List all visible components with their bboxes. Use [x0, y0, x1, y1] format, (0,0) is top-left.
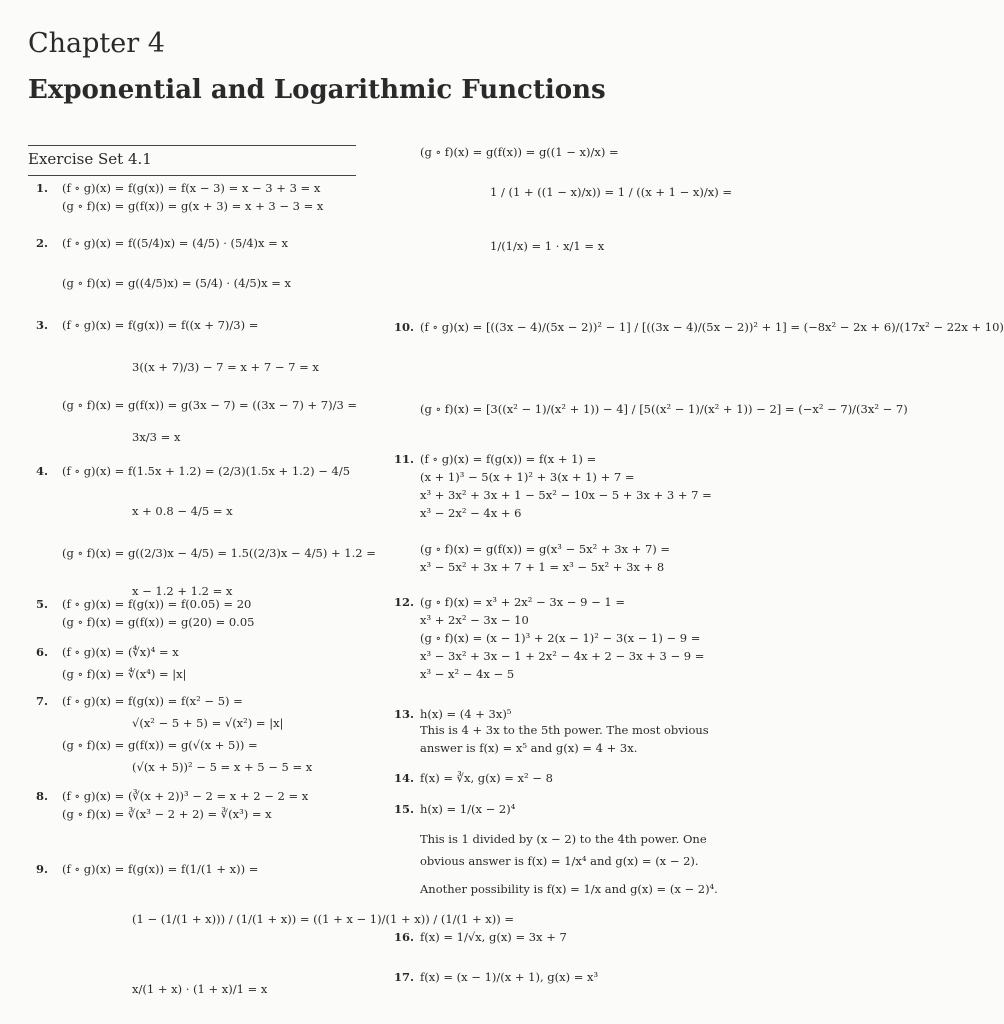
solution-line: (f ∘ g)(x) = f(g(x)) = f((x + 7)/3) = — [62, 318, 259, 332]
solution-line: (f ∘ g)(x) = [((3x − 4)/(5x − 2))² − 1] / [((3x − 4)/(5x − 2))² + 1] = (−8x² − 2x + 6)/(17x² − 22x + 10) — [420, 320, 1004, 334]
problem-number: 8. — [36, 789, 49, 803]
solution-line: answer is f(x) = x⁵ and g(x) = 4 + 3x. — [420, 741, 638, 755]
solution-line: (g ∘ f)(x) = g(f(x)) = g(x³ − 5x² + 3x + 7) = — [420, 542, 671, 556]
solution-line: (f ∘ g)(x) = (∜x)⁴ = x — [62, 645, 179, 659]
problem-number: 13. — [394, 707, 415, 721]
solution-line: (f ∘ g)(x) = f(g(x)) = f(x − 3) = x − 3 + 3 = x — [62, 181, 321, 195]
solution-line: f(x) = ∛x, g(x) = x² − 8 — [420, 771, 553, 785]
solution-line: (f ∘ g)(x) = f(g(x)) = f(0.05) = 20 — [62, 597, 252, 611]
chapter-heading: Chapter 4 — [28, 28, 165, 59]
solution-line: (g ∘ f)(x) = g(f(x)) = g((1 − x)/x) = — [420, 145, 619, 159]
problem-number: 9. — [36, 862, 49, 876]
solution-line: (g ∘ f)(x) = g((2/3)x − 4/5) = 1.5((2/3)x − 4/5) + 1.2 = — [62, 546, 376, 560]
solution-line: x − 1.2 + 1.2 = x — [132, 584, 233, 598]
solution-line: (1 − (1/(1 + x))) / (1/(1 + x)) = ((1 + x − 1)/(1 + x)) / (1/(1 + x)) = — [132, 912, 515, 926]
solution-line: x³ − x² − 4x − 5 — [420, 667, 515, 681]
solution-line: x³ − 2x² − 4x + 6 — [420, 506, 522, 520]
solution-line: (g ∘ f)(x) = g((4/5)x) = (5/4) · (4/5)x = x — [62, 276, 292, 290]
problem-number: 6. — [36, 645, 49, 659]
solution-line: h(x) = 1/(x − 2)⁴ — [420, 802, 516, 816]
problem-number: 14. — [394, 771, 415, 785]
problem-number: 7. — [36, 694, 49, 708]
solution-line: x³ + 2x² − 3x − 10 — [420, 613, 529, 627]
problem-number: 4. — [36, 464, 49, 478]
solution-line: This is 4 + 3x to the 5th power. The most obvious — [420, 723, 709, 737]
solution-line: (f ∘ g)(x) = f(1.5x + 1.2) = (2/3)(1.5x + 1.2) − 4/5 — [62, 464, 351, 478]
solution-line: (f ∘ g)(x) = f(g(x)) = f(x² − 5) = — [62, 694, 243, 708]
solution-line: (g ∘ f)(x) = g(f(x)) = g(√(x + 5)) = — [62, 738, 258, 752]
problem-number: 12. — [394, 595, 415, 609]
solution-line: obvious answer is f(x) = 1/x⁴ and g(x) = (x − 2). — [420, 854, 699, 868]
problem-number: 10. — [394, 320, 415, 334]
solution-line: h(x) = (4 + 3x)⁵ — [420, 707, 512, 721]
solution-line: (g ∘ f)(x) = ∛(x³ − 2 + 2) = ∛(x³) = x — [62, 807, 272, 821]
exercise-set-heading: Exercise Set 4.1 — [28, 150, 152, 168]
problem-number: 5. — [36, 597, 49, 611]
problem-number: 3. — [36, 318, 49, 332]
solution-line: This is 1 divided by (x − 2) to the 4th power. One — [420, 832, 707, 846]
solution-line: (f ∘ g)(x) = f(g(x)) = f(x + 1) = — [420, 452, 597, 466]
solution-line: (g ∘ f)(x) = g(f(x)) = g(x + 3) = x + 3 − 3 = x — [62, 199, 324, 213]
problem-number: 11. — [394, 452, 415, 466]
solution-line: 3((x + 7)/3) − 7 = x + 7 − 7 = x — [132, 360, 319, 374]
solution-line: √(x² − 5 + 5) = √(x²) = |x| — [132, 716, 284, 730]
solution-line: (g ∘ f)(x) = g(f(x)) = g(3x − 7) = ((3x − 7) + 7)/3 = — [62, 398, 358, 412]
solution-line: x/(1 + x) · (1 + x)/1 = x — [132, 982, 268, 996]
problem-number: 2. — [36, 236, 49, 250]
problem-number: 16. — [394, 930, 415, 944]
solution-line: (g ∘ f)(x) = (x − 1)³ + 2(x − 1)² − 3(x − 1) − 9 = — [420, 631, 701, 645]
solution-line: (f ∘ g)(x) = f(g(x)) = f(1/(1 + x)) = — [62, 862, 259, 876]
solution-line: (√(x + 5))² − 5 = x + 5 − 5 = x — [132, 760, 313, 774]
problem-number: 17. — [394, 970, 415, 984]
solution-line: 1 / (1 + ((1 − x)/x)) = 1 / ((x + 1 − x)/x) = — [490, 185, 733, 199]
solution-line: (g ∘ f)(x) = g(f(x)) = g(20) = 0.05 — [62, 615, 255, 629]
solution-line: Another possibility is f(x) = 1/x and g(x) = (x − 2)⁴. — [420, 882, 718, 896]
problem-number: 1. — [36, 181, 49, 195]
chapter-title: Exponential and Logarithmic Functions — [28, 75, 606, 105]
solution-line: (g ∘ f)(x) = ∜(x⁴) = |x| — [62, 667, 187, 681]
section-rule-top — [28, 145, 356, 146]
solution-line: (g ∘ f)(x) = [3((x² − 1)/(x² + 1)) − 4] / [5((x² − 1)/(x² + 1)) − 2] = (−x² − 7)/(3x² − 7) — [420, 402, 908, 416]
problem-number: 15. — [394, 802, 415, 816]
solution-line: x³ + 3x² + 3x + 1 − 5x² − 10x − 5 + 3x + 3 + 7 = — [420, 488, 712, 502]
solution-line: x + 0.8 − 4/5 = x — [132, 504, 233, 518]
solution-line: x³ − 5x² + 3x + 7 + 1 = x³ − 5x² + 3x + 8 — [420, 560, 665, 574]
section-rule-bottom — [28, 175, 356, 176]
solution-line: (g ∘ f)(x) = x³ + 2x² − 3x − 9 − 1 = — [420, 595, 625, 609]
solution-line: x³ − 3x² + 3x − 1 + 2x² − 4x + 2 − 3x + 3 − 9 = — [420, 649, 705, 663]
solution-line: f(x) = (x − 1)/(x + 1), g(x) = x³ — [420, 970, 599, 984]
solution-line: (x + 1)³ − 5(x + 1)² + 3(x + 1) + 7 = — [420, 470, 635, 484]
solution-line: 1/(1/x) = 1 · x/1 = x — [490, 239, 605, 253]
solution-line: (f ∘ g)(x) = f((5/4)x) = (4/5) · (5/4)x = x — [62, 236, 288, 250]
solution-line: (f ∘ g)(x) = (∛(x + 2))³ − 2 = x + 2 − 2 = x — [62, 789, 309, 803]
solution-line: f(x) = 1/√x, g(x) = 3x + 7 — [420, 930, 567, 944]
solution-line: 3x/3 = x — [132, 430, 181, 444]
